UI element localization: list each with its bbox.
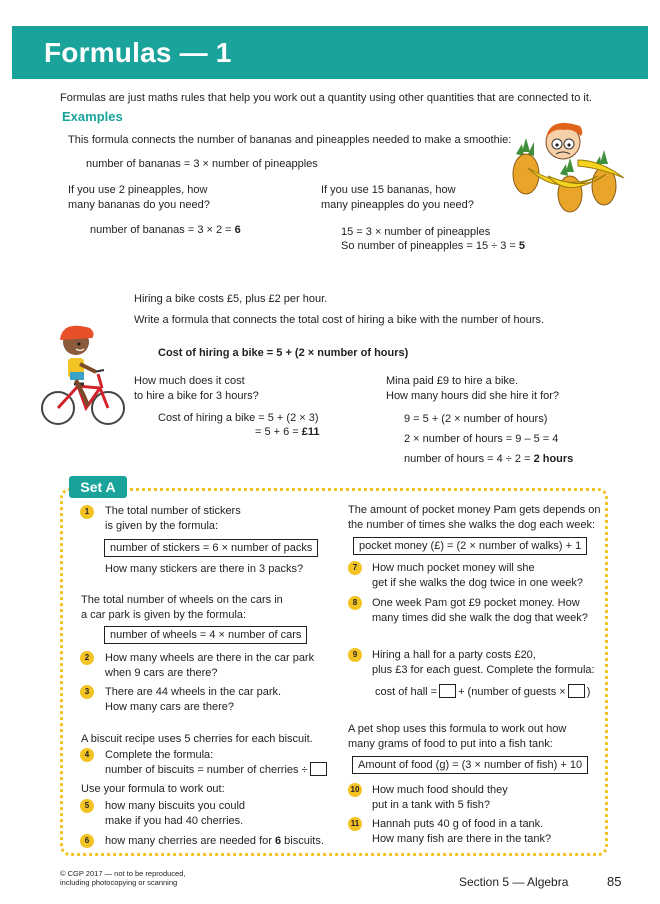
q3-text: There are 44 wheels in the car park. (105, 686, 282, 698)
answer-blank[interactable] (439, 684, 456, 698)
q5-text: how many biscuits you could (105, 800, 246, 812)
question-number: 1 (80, 505, 94, 519)
page-number: 85 (607, 874, 622, 889)
page-title: Formulas — 1 (44, 37, 232, 68)
copyright-notice: © CGP 2017 — not to be reproduced, including photocopying or scanning (60, 869, 186, 887)
bike-answer-right: number of hours = 4 ÷ 2 = 2 hours (404, 453, 574, 465)
q10-text: How much food should they (372, 784, 508, 796)
bike-answer-right: 2 × number of hours = 9 – 5 = 4 (404, 433, 559, 445)
smoothie-question-left: If you use 2 pineapples, how (68, 184, 208, 196)
smoothie-answer-right: So number of pineapples = 15 ÷ 3 = 5 (341, 240, 526, 252)
answer-blank[interactable] (568, 684, 585, 698)
stickers-formula-box: number of stickers = 6 × number of packs (104, 539, 318, 557)
question-number: 11 (348, 817, 362, 831)
bike-question-left: to hire a bike for 3 hours? (134, 390, 259, 402)
q6-text: how many cherries are needed for 6 biscuits. (105, 835, 324, 847)
q9-text: Hiring a hall for a party costs £20, (372, 649, 536, 661)
q11-text: How many fish are there in the tank? (372, 833, 552, 845)
pineapple-boy-illustration (508, 112, 628, 216)
smoothie-question-right: If you use 15 bananas, how (321, 184, 456, 196)
question-number: 7 (348, 561, 362, 575)
bike-question-right: Mina paid £9 to hire a bike. (386, 375, 519, 387)
smoothie-answer-right: 15 = 3 × number of pineapples (341, 226, 491, 238)
fish-formula-box: Amount of food (g) = (3 × number of fish) + 10 (352, 756, 588, 774)
q11-text: Hannah puts 40 g of food in a tank. (372, 818, 544, 830)
q10-text: put in a tank with 5 fish? (372, 799, 491, 811)
question-number: 6 (80, 834, 94, 848)
smoothie-question-right: many pineapples do you need? (321, 199, 474, 211)
fish-intro: A pet shop uses this formula to work out how (348, 723, 567, 735)
biscuit-intro: A biscuit recipe uses 5 cherries for each biscuit. (81, 733, 313, 745)
smoothie-intro: This formula connects the number of bananas and pineapples needed to make a smoothie: (68, 134, 512, 146)
q1-question: How many stickers are there in 3 packs? (105, 563, 304, 575)
wheels-intro: The total number of wheels on the cars in (81, 594, 283, 606)
pocket-intro: The amount of pocket money Pam gets depends on (348, 504, 601, 516)
bike-answer-left: Cost of hiring a bike = 5 + (2 × 3) (158, 412, 319, 424)
question-number: 5 (80, 799, 94, 813)
answer-blank[interactable] (310, 762, 327, 776)
bike-intro: Hiring a bike costs £5, plus £2 per hour. (134, 293, 328, 305)
examples-heading: Examples (62, 109, 123, 124)
intro-text: Formulas are just maths rules that help you work out a quantity using other quantities that are connected to it. (60, 92, 592, 104)
bike-answer-right: 9 = 5 + (2 × number of hours) (404, 413, 548, 425)
question-number: 8 (348, 596, 362, 610)
bike-formula: Cost of hiring a bike = 5 + (2 × number of hours) (158, 347, 409, 359)
bike-answer-left: = 5 + 6 = £11 (255, 426, 320, 438)
question-number: 2 (80, 651, 94, 665)
q2-text: How many wheels are there in the car park (105, 652, 315, 664)
bike-question-right: How many hours did she hire it for? (386, 390, 560, 402)
wheels-formula-box: number of wheels = 4 × number of cars (104, 626, 307, 644)
q2-text: when 9 cars are there? (105, 667, 218, 679)
q8-text: One week Pam got £9 pocket money. How (372, 597, 580, 609)
fish-intro: many grams of food to put into a fish tank: (348, 738, 553, 750)
q3-text: How many cars are there? (105, 701, 234, 713)
q4-formula: number of biscuits = number of cherries ÷ (105, 762, 329, 778)
q5-text: make if you had 40 cherries. (105, 815, 244, 827)
q4-text: Complete the formula: (105, 749, 214, 761)
bike-intro: Write a formula that connects the total cost of hiring a bike with the number of hours. (134, 314, 545, 326)
q1-text: The total number of stickers (105, 505, 241, 517)
question-number: 4 (80, 748, 94, 762)
pocket-formula-box: pocket money (£) = (2 × number of walks) + 1 (353, 537, 587, 555)
q7-text: get if she walks the dog twice in one week? (372, 577, 583, 589)
bike-girl-illustration (40, 318, 126, 430)
q7-text: How much pocket money will she (372, 562, 535, 574)
q9-text: plus £3 for each guest. Complete the formula: (372, 664, 595, 676)
question-number: 3 (80, 685, 94, 699)
set-a-label: Set A (69, 476, 127, 498)
q8-text: many times did she walk the dog that week? (372, 612, 588, 624)
pocket-intro: the number of times she walks the dog each week: (348, 519, 596, 531)
q1-text: is given by the formula: (105, 520, 219, 532)
bike-question-left: How much does it cost (134, 375, 245, 387)
wheels-intro: a car park is given by the formula: (81, 609, 247, 621)
question-number: 10 (348, 783, 362, 797)
q9-formula: cost of hall = + (number of guests × ) (375, 686, 591, 698)
question-number: 9 (348, 648, 362, 662)
use-formula-text: Use your formula to work out: (81, 783, 225, 795)
section-label: Section 5 — Algebra (459, 875, 569, 889)
smoothie-answer-left: number of bananas = 3 × 2 = 6 (90, 224, 241, 236)
smoothie-question-left: many bananas do you need? (68, 199, 210, 211)
smoothie-formula: number of bananas = 3 × number of pineapples (86, 158, 318, 170)
